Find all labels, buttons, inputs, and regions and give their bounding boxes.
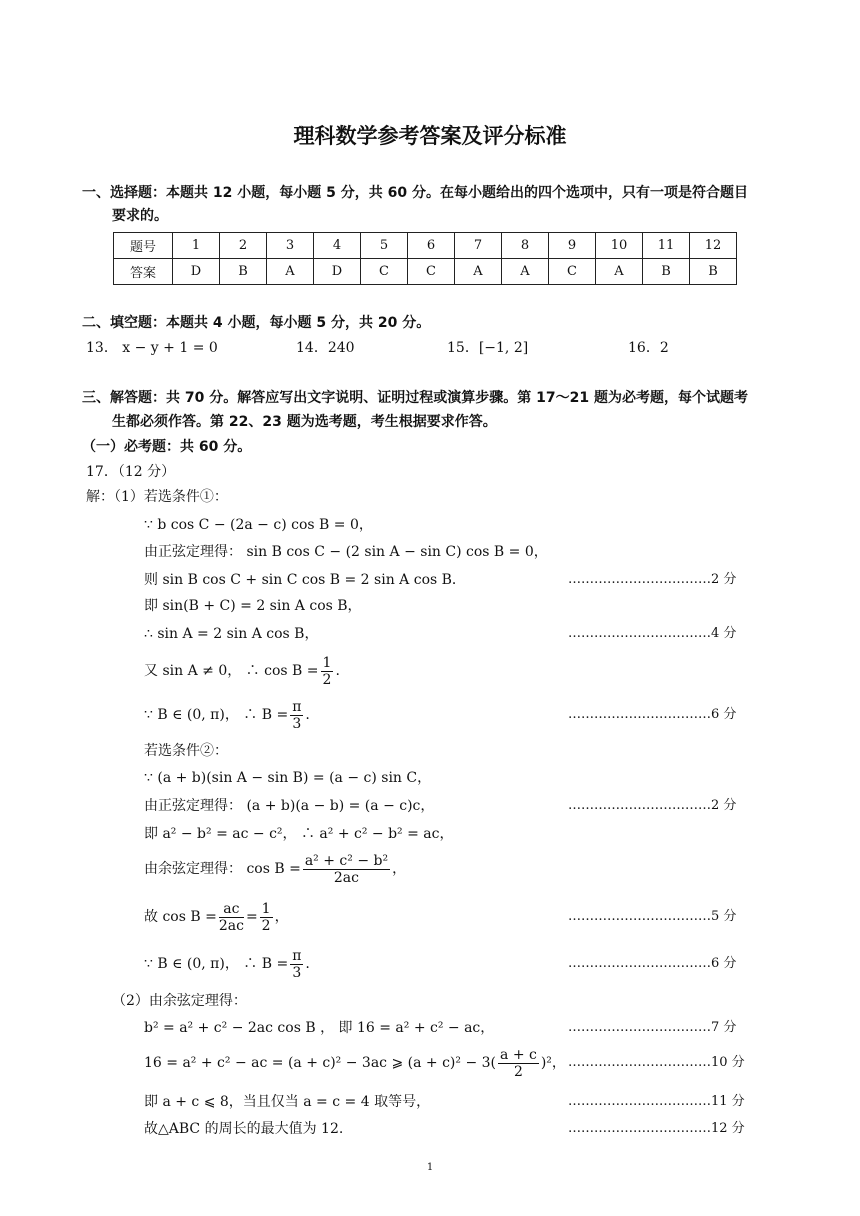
table-cell: 2 [220, 233, 267, 259]
step-p2-3: 即 a + c ⩽ 8，当且仅当 a = c = 4 取等号， [144, 1094, 431, 1110]
expr-text: . [335, 663, 340, 679]
table-cell: 4 [314, 233, 361, 259]
expr-text: 故 cos B = [144, 909, 217, 925]
step-c1-1: ∵ b cos C − (2a − c) cos B = 0， [144, 517, 373, 533]
expr-text: . [305, 956, 310, 972]
step-p2-4: 故△ABC 的周长的最大值为 12. [144, 1121, 344, 1137]
table-row-numbers [114, 233, 737, 259]
expr-text: ， [392, 861, 407, 877]
question-17-heading: 17．（12 分） [86, 464, 176, 480]
table-cell: 5 [361, 233, 408, 259]
step-c2-1: ∵ (a + b)(sin A − sin B) = (a − c) sin C， [144, 770, 432, 786]
table-header-cell: 答案 [114, 259, 173, 285]
score-10: ……………………………10 分 [568, 1055, 745, 1070]
section-3-heading-cont: 生都必须作答。第 22、23 题为选考题，考生根据要求作答。 [112, 414, 497, 430]
fraction [290, 948, 303, 981]
fraction [321, 655, 334, 688]
table-cell: 6 [408, 233, 455, 259]
answer-16: 16．2 [628, 340, 669, 356]
expr-text: ∵ B ∈ (0, π)， ∴ B = [144, 956, 289, 972]
numerator: π [292, 947, 302, 964]
solution-part-2-heading: （2）由余弦定理得： [112, 993, 247, 1009]
table-cell: 3 [267, 233, 314, 259]
step-c1-3: 则 sin B cos C + sin C cos B = 2 sin A cos B． [144, 572, 466, 588]
step-c1-4: 即 sin(B + C) = 2 sin A cos B， [144, 598, 362, 614]
denominator: 2ac [218, 917, 244, 934]
table-cell: C [408, 259, 455, 285]
step-c2-3: 即 a² − b² = ac − c²， ∴ a² + c² − b² = ac， [144, 826, 454, 842]
required-heading: （一）必考题：共 60 分。 [82, 439, 252, 455]
denominator: 2ac [333, 869, 359, 886]
numerator: a + c [500, 1046, 537, 1063]
table-cell: B [643, 259, 690, 285]
answer-table [113, 232, 737, 285]
numerator: 1 [322, 654, 332, 671]
step-p2-2 [144, 1044, 566, 1082]
fraction [260, 901, 273, 934]
table-cell: 1 [173, 233, 220, 259]
table-cell: 9 [549, 233, 596, 259]
denominator: 3 [292, 715, 302, 732]
solution-part-1-heading: 解：（1）若选条件①： [86, 489, 228, 505]
expr-text: 由余弦定理得： cos B = [144, 861, 301, 877]
step-c1-6 [144, 653, 340, 689]
fraction [219, 901, 244, 934]
table-cell: A [502, 259, 549, 285]
step-c2-5 [144, 898, 289, 936]
table-cell: D [173, 259, 220, 285]
condition-2-heading: 若选条件②： [144, 743, 228, 759]
table-row-answers [114, 259, 737, 285]
fraction [303, 853, 390, 886]
section-1-heading: 一、选择题：本题共 12 小题，每小题 5 分，共 60 分。在每小题给出的四个选项中，只有一项是符合题目 [82, 185, 748, 201]
step-c2-6 [144, 945, 310, 983]
expr-text: )²， [540, 1055, 566, 1071]
section-1-heading-cont: 要求的。 [112, 208, 168, 224]
expr-text: 又 sin A ≠ 0， ∴ cos B = [144, 663, 319, 679]
expr-text: ， [274, 909, 289, 925]
table-cell: C [549, 259, 596, 285]
score-6: ……………………………6 分 [568, 707, 737, 722]
table-cell: 10 [596, 233, 643, 259]
expr-text: = [245, 909, 258, 925]
section-2-heading: 二、填空题：本题共 4 小题，每小题 5 分，共 20 分。 [82, 315, 431, 331]
table-cell: A [596, 259, 643, 285]
table-cell: 7 [455, 233, 502, 259]
table-cell: 12 [690, 233, 737, 259]
table-cell: C [361, 259, 408, 285]
step-c1-5: ∴ sin A = 2 sin A cos B， [144, 626, 319, 642]
fraction [498, 1047, 539, 1080]
expr-text: 16 = a² + c² − ac = (a + c)² − 3ac ⩾ (a + c)² − 3( [144, 1055, 497, 1071]
numerator: 1 [261, 900, 271, 917]
score-4: ……………………………4 分 [568, 626, 737, 641]
table-cell: 8 [502, 233, 549, 259]
step-p2-1: b² = a² + c² − 2ac cos B ， 即 16 = a² + c² − ac， [144, 1020, 495, 1036]
step-c2-4 [144, 850, 406, 888]
score-2: ……………………………2 分 [568, 798, 737, 813]
step-c2-2: 由正弦定理得： (a + b)(a − b) = (a − c)c， [144, 798, 435, 814]
section-3-heading: 三、解答题：共 70 分。解答应写出文字说明、证明过程或演算步骤。第 17～21 题为必考题，每个试题考 [82, 390, 748, 406]
step-c1-2: 由正弦定理得： sin B cos C − (2 sin A − sin C) cos B = 0， [144, 544, 548, 560]
denominator: 2 [513, 1063, 523, 1080]
denominator: 3 [292, 964, 302, 981]
answer-15: 15．[−1, 2] [447, 340, 529, 356]
score-5: ……………………………5 分 [568, 909, 737, 924]
numerator: a² + c² − b² [304, 852, 389, 869]
table-cell: D [314, 259, 361, 285]
page-number: 1 [426, 1162, 434, 1173]
answer-14: 14．240 [296, 340, 355, 356]
score-7: ……………………………7 分 [568, 1020, 737, 1035]
score-11: ……………………………11 分 [568, 1094, 745, 1109]
table-header-cell: 题号 [114, 233, 173, 259]
numerator: ac [219, 901, 244, 918]
numerator: π [292, 698, 302, 715]
page-title: 理科数学参考答案及评分标准 [293, 124, 567, 148]
denominator: 2 [261, 917, 271, 934]
table-cell: B [690, 259, 737, 285]
table-cell: A [267, 259, 314, 285]
score-12: ……………………………12 分 [568, 1121, 745, 1136]
table-cell: B [220, 259, 267, 285]
expr-text: ∵ B ∈ (0, π)， ∴ B = [144, 707, 289, 723]
score-6: ……………………………6 分 [568, 956, 737, 971]
step-c1-7 [144, 697, 310, 733]
table-cell: A [455, 259, 502, 285]
score-2: ……………………………2 分 [568, 572, 737, 587]
table-cell: 11 [643, 233, 690, 259]
answer-13: 13． x − y + 1 = 0 [86, 340, 218, 356]
expr-text: . [305, 707, 310, 723]
denominator: 2 [322, 671, 332, 688]
fraction [290, 699, 303, 732]
